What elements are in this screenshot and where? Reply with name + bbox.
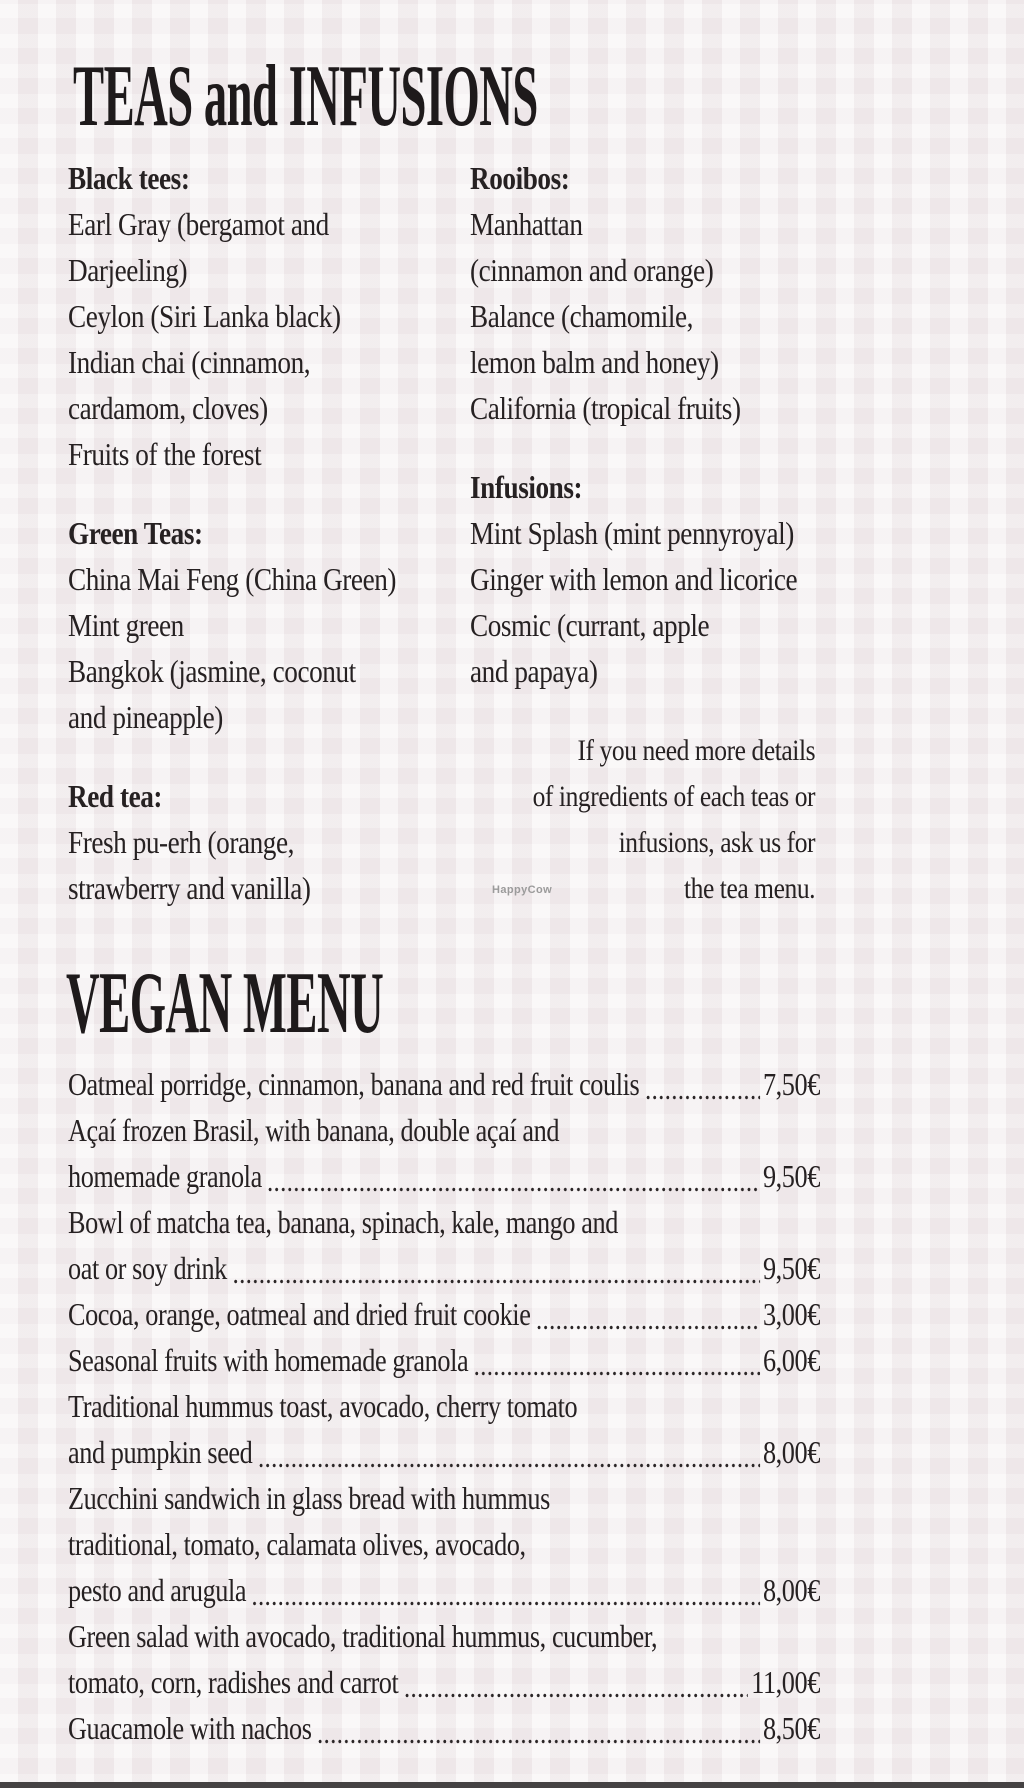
- menu-item-price: 6,00€: [762, 1342, 820, 1378]
- tea-line: lemon balm and honey): [470, 344, 719, 380]
- note-line: of ingredients of each teas or: [532, 780, 816, 813]
- menu-item-price: 3,00€: [762, 1296, 820, 1332]
- tea-line: and pineapple): [68, 699, 223, 735]
- menu-item-name: Seasonal fruits with homemade granola: [68, 1342, 469, 1378]
- tea-column-left: [68, 155, 459, 911]
- tea-line: cardamom, cloves): [68, 390, 268, 426]
- tea-line: China Mai Feng (China Green): [68, 561, 397, 597]
- tea-section-heading: Infusions:: [470, 469, 583, 505]
- dot-leader: [405, 1693, 748, 1698]
- menu-item-line: [68, 1429, 820, 1475]
- menu-item: [68, 1107, 820, 1199]
- tea-column-right: [470, 155, 815, 912]
- tea-section-heading: Rooibos:: [470, 160, 570, 196]
- menu-item-name: pesto and arugula: [68, 1572, 247, 1608]
- tea-section-heading: Black tees:: [68, 160, 190, 196]
- tea-line: Mint Splash (mint pennyroyal): [470, 515, 794, 551]
- menu-item-line: Green salad with avocado, traditional hummus, cucumber,: [68, 1618, 658, 1654]
- menu-item-price: 9,50€: [762, 1158, 820, 1194]
- note-line: If you need more details: [577, 734, 816, 767]
- tea-line: Balance (chamomile,: [470, 298, 694, 334]
- tea-line: Ceylon (Siri Lanka black): [68, 298, 341, 334]
- menu-item-name: Oatmeal porridge, cinnamon, banana and red fruit coulis: [68, 1066, 640, 1102]
- teas-section-title: TEAS and INFUSIONS: [73, 48, 538, 145]
- tea-line: Darjeeling): [68, 252, 188, 288]
- menu-item: [68, 1337, 820, 1383]
- note-line: the tea menu.: [683, 872, 816, 905]
- tea-section-red-tea: [68, 773, 459, 911]
- menu-item-line: [68, 1659, 820, 1705]
- menu-item-name: Guacamole with nachos: [68, 1710, 312, 1746]
- menu-item-line: [68, 1705, 820, 1751]
- tea-line: Bangkok (jasmine, coconut: [68, 653, 356, 689]
- menu-item-name: tomato, corn, radishes and carrot: [68, 1664, 399, 1700]
- tea-line: Indian chai (cinnamon,: [68, 344, 311, 380]
- vegan-menu-title: VEGAN MENU: [66, 955, 384, 1052]
- menu-item-price: 8,00€: [762, 1572, 820, 1608]
- tea-section-black-teas: [68, 155, 459, 477]
- tea-line: California (tropical fruits): [470, 390, 741, 426]
- menu-item: [68, 1383, 820, 1475]
- dot-leader: [537, 1325, 760, 1330]
- menu-item-line: [68, 1153, 820, 1199]
- tea-line: and papaya): [470, 653, 598, 689]
- dot-leader: [253, 1601, 760, 1606]
- tea-section-rooibos: [470, 155, 815, 431]
- happycow-watermark: HappyCow: [492, 884, 553, 896]
- menu-item-name: oat or soy drink: [68, 1250, 227, 1286]
- menu-item-name: Cocoa, orange, oatmeal and dried fruit cookie: [68, 1296, 531, 1332]
- menu-item: [68, 1705, 820, 1751]
- dot-leader: [233, 1279, 759, 1284]
- tea-section-infusions: [470, 464, 815, 694]
- menu-item-line: Zucchini sandwich in glass bread with hummus: [68, 1480, 550, 1516]
- dot-leader: [318, 1739, 760, 1744]
- dot-leader: [259, 1463, 760, 1468]
- tea-line: Earl Gray (bergamot and: [68, 206, 329, 242]
- menu-item-line: [68, 1291, 820, 1337]
- menu-item-line: traditional, tomato, calamata olives, avocado,: [68, 1526, 526, 1562]
- bottom-edge-bar: [0, 1782, 1024, 1788]
- vegan-menu-list: [68, 1061, 820, 1751]
- dot-leader: [475, 1371, 760, 1376]
- menu-item-price: 8,50€: [762, 1710, 820, 1746]
- menu-item-price: 7,50€: [762, 1066, 820, 1102]
- tea-line: (cinnamon and orange): [470, 252, 714, 288]
- note-line: infusions, ask us for: [618, 826, 816, 859]
- menu-item-line: [68, 1245, 820, 1291]
- menu-item-line: [68, 1061, 820, 1107]
- tea-line: Manhattan: [470, 206, 583, 242]
- tea-section-heading: Red tea:: [68, 778, 163, 814]
- tea-line: Fresh pu-erh (orange,: [68, 824, 294, 860]
- tea-line: strawberry and vanilla): [68, 870, 311, 906]
- menu-item-line: Traditional hummus toast, avocado, cherry tomato: [68, 1388, 578, 1424]
- menu-item-name: and pumpkin seed: [68, 1434, 253, 1470]
- tea-line: Fruits of the forest: [68, 436, 262, 472]
- menu-item-line: Bowl of matcha tea, banana, spinach, kale, mango and: [68, 1204, 618, 1240]
- dot-leader: [268, 1187, 759, 1192]
- menu-item: [68, 1199, 820, 1291]
- menu-item-price: 11,00€: [751, 1664, 820, 1700]
- menu-item-line: Açaí frozen Brasil, with banana, double açaí and: [68, 1112, 560, 1148]
- menu-item-line: [68, 1567, 820, 1613]
- tea-line: Cosmic (currant, apple: [470, 607, 710, 643]
- menu-item: [68, 1061, 820, 1107]
- menu-item: [68, 1291, 820, 1337]
- menu-item: [68, 1475, 820, 1613]
- tea-line: Mint green: [68, 607, 184, 643]
- tea-section-green-teas: [68, 510, 459, 740]
- menu-item-line: [68, 1337, 820, 1383]
- menu-item: [68, 1613, 820, 1705]
- menu-item-name: homemade granola: [68, 1158, 262, 1194]
- tea-line: Ginger with lemon and licorice: [470, 561, 798, 597]
- menu-item-price: 8,00€: [762, 1434, 820, 1470]
- tea-section-heading: Green Teas:: [68, 515, 203, 551]
- dot-leader: [646, 1095, 760, 1100]
- menu-item-price: 9,50€: [762, 1250, 820, 1286]
